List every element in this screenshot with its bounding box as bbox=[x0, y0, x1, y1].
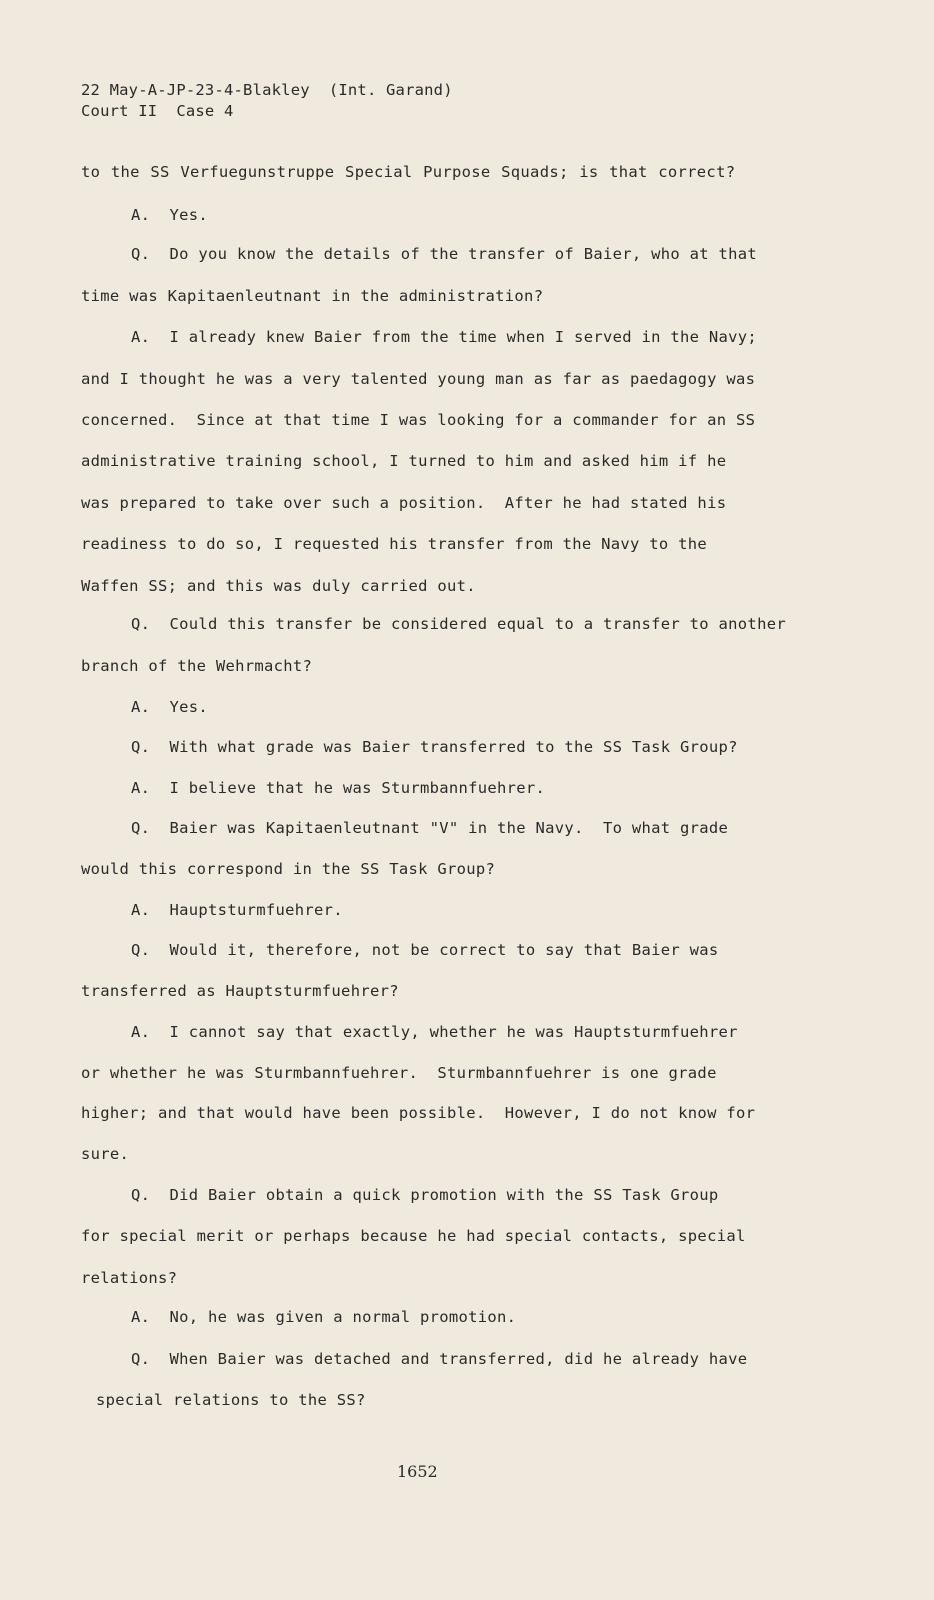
text-line: time was Kapitaenleutnant in the administration? bbox=[81, 287, 544, 305]
text-line: Q. When Baier was detached and transferred, did he already have bbox=[131, 1350, 748, 1368]
text-line: Q. Could this transfer be considered equal to a transfer to another bbox=[131, 615, 786, 633]
page-number: 1652 bbox=[397, 1462, 438, 1481]
text-line: transferred as Hauptsturmfuehrer? bbox=[81, 982, 399, 1000]
text-line: higher; and that would have been possible. However, I do not know for bbox=[81, 1104, 756, 1122]
text-line: for special merit or perhaps because he had special contacts, special bbox=[81, 1227, 746, 1245]
text-line: branch of the Wehrmacht? bbox=[81, 657, 313, 675]
header-reference: 22 May-A-JP-23-4-Blakley (Int. Garand) bbox=[81, 81, 453, 99]
text-line: to the SS Verfuegunstruppe Special Purpose Squads; is that correct? bbox=[81, 163, 736, 181]
text-line: A. Yes. bbox=[131, 206, 209, 224]
text-line: would this correspond in the SS Task Group? bbox=[81, 860, 496, 878]
text-line: relations? bbox=[81, 1269, 178, 1287]
header-court-case: Court II Case 4 bbox=[81, 102, 234, 120]
text-line: concerned. Since at that time I was looking for a commander for an SS bbox=[81, 411, 756, 429]
text-line: A. I already knew Baier from the time when I served in the Navy; bbox=[131, 328, 758, 346]
text-line: A. I believe that he was Sturmbannfuehrer. bbox=[131, 779, 546, 797]
text-line: Q. Baier was Kapitaenleutnant "V" in the Navy. To what grade bbox=[131, 819, 729, 837]
text-line: and I thought he was a very talented young man as far as paedagogy was bbox=[81, 370, 756, 388]
text-line: Q. Do you know the details of the transfer of Baier, who at that bbox=[131, 245, 758, 263]
text-line: Q. Did Baier obtain a quick promotion with the SS Task Group bbox=[131, 1186, 719, 1204]
text-line: Q. Would it, therefore, not be correct to say that Baier was bbox=[131, 941, 719, 959]
text-line: Waffen SS; and this was duly carried out. bbox=[81, 577, 476, 595]
text-line: or whether he was Sturmbannfuehrer. Sturmbannfuehrer is one grade bbox=[81, 1064, 717, 1082]
text-line: readiness to do so, I requested his transfer from the Navy to the bbox=[81, 535, 708, 553]
text-line: A. I cannot say that exactly, whether he was Hauptsturmfuehrer bbox=[131, 1023, 738, 1041]
text-line: was prepared to take over such a position. After he had stated his bbox=[81, 494, 727, 512]
document-header bbox=[81, 80, 453, 122]
text-line: A. Hauptsturmfuehrer. bbox=[131, 901, 343, 919]
text-line: administrative training school, I turned to him and asked him if he bbox=[81, 452, 727, 470]
text-line: Q. With what grade was Baier transferred to the SS Task Group? bbox=[131, 738, 738, 756]
text-line: A. No, he was given a normal promotion. bbox=[131, 1308, 517, 1326]
text-line: sure. bbox=[81, 1145, 130, 1163]
text-line: special relations to the SS? bbox=[96, 1391, 366, 1409]
text-line: A. Yes. bbox=[131, 698, 209, 716]
